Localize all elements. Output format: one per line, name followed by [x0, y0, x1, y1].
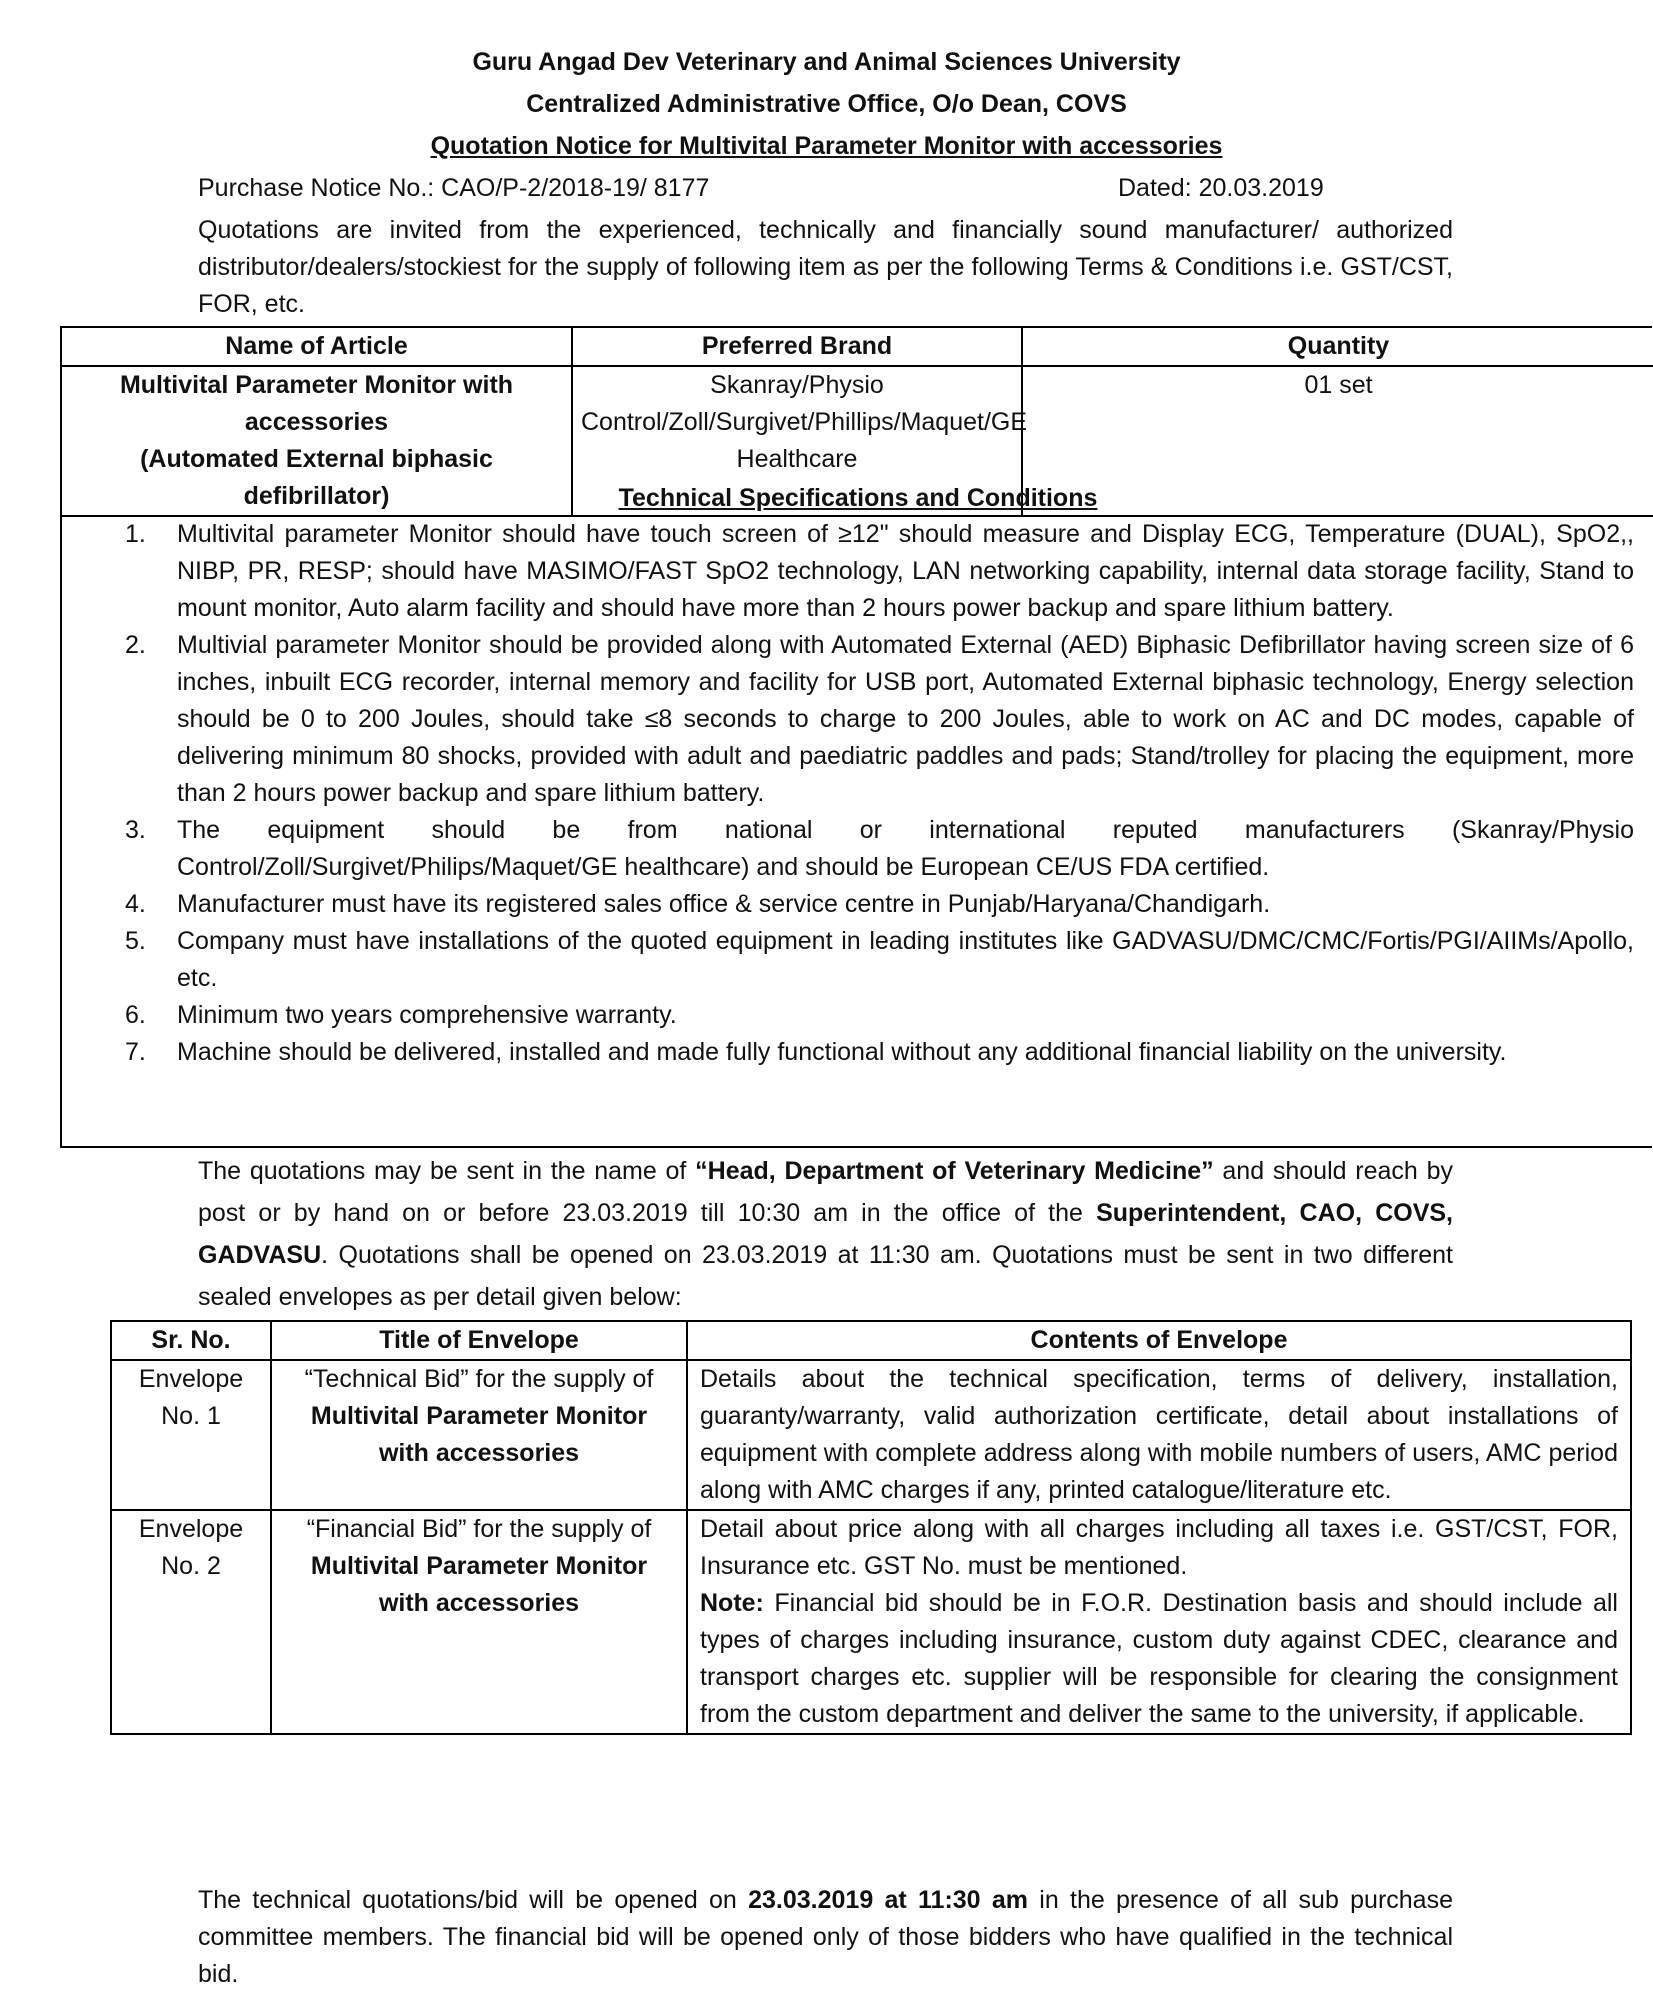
- col-header-title: Title of Envelope: [271, 1321, 687, 1360]
- spec-text: Multivial parameter Monitor should be provided along with Automated External (AED) Biphasic Defibrillator having screen size of 6 inches, inbuilt ECG recorder, internal memory and facility for USB port, Automated External biphasic technology, Energy selection should be 0 to 200 Joules, should take ≤8 seconds to charge to 200 Joules, able to work on AC and DC modes, capable of delivering minimum 80 shocks, provided with adult and paediatric paddles and pads; Stand/trolley for placing the equipment, more than 2 hours power backup and spare lithium battery.: [177, 631, 1634, 807]
- envelope-title: [271, 1360, 687, 1510]
- spec-text: Minimum two years comprehensive warranty.: [177, 1001, 677, 1029]
- office-name: Centralized Administrative Office, O/o Dean, COVS: [526, 90, 1127, 118]
- spec-item: [62, 923, 1642, 997]
- note-text: Financial bid should be in F.O.R. Destination basis and should include all types of charges including insurance, custom duty against CDEC, clearance and transport charges etc. supplier will be responsible for clearing the consignment from the custom department and deliver the same to the university, if applicable.: [700, 1589, 1618, 1728]
- closing-text: . Quotations shall be opened on 23.03.2019 at 11:30 am. Quotations must be sent in two different sealed envelopes as per detail given below:: [198, 1241, 1453, 1311]
- addressee: “Head, Department of Veterinary Medicine”: [695, 1157, 1214, 1185]
- article-and-specs-box: [60, 326, 1652, 1148]
- spec-number: 3.: [125, 816, 146, 844]
- spec-text: Multivital parameter Monitor should have touch screen of ≥12" should measure and Display ECG, Temperature (DUAL), SpO2,, NIBP, PR, RESP; should have MASIMO/FAST SpO2 technology, LAN networking capability, internal data storage facility, Stand to mount monitor, Auto alarm facility and should have more than 2 hours power backup and spare lithium battery.: [177, 520, 1634, 622]
- spec-number: 6.: [125, 1001, 146, 1029]
- table-row: [111, 1360, 1631, 1510]
- spec-item: [62, 997, 1642, 1034]
- envelope-table: [110, 1320, 1632, 1735]
- col-header-sr: Sr. No.: [111, 1321, 271, 1360]
- final-text: The technical quotations/bid will be opened on: [198, 1886, 749, 1914]
- envelope-sr: Envelope No. 1: [111, 1360, 271, 1510]
- col-header-brand: Preferred Brand: [572, 328, 1022, 366]
- quantity-cell: 01 set: [1022, 366, 1653, 516]
- col-header-article: Name of Article: [62, 328, 572, 366]
- envelope-contents: Details about the technical specification, terms of delivery, installation, guaranty/warranty, valid authorization certificate, detail about installations of equipment with complete address along with mobile numbers of users, AMC period along with AMC charges if any, printed catalogue/literature etc.: [687, 1360, 1631, 1510]
- spec-text: Company must have installations of the quoted equipment in leading institutes like GADVASU/DMC/CMC/Fortis/PGI/AIIMs/Apollo, etc.: [177, 927, 1634, 992]
- spec-number: 4.: [125, 890, 146, 918]
- spec-text: The equipment should be from national or international reputed manufacturers (Skanray/Physio Control/Zoll/Surgivet/Philips/Maquet/GE healthcare) and should be European CE/US FDA certified.: [177, 816, 1634, 881]
- purchase-notice-number: Purchase Notice No.: CAO/P-2/2018-19/ 8177: [198, 174, 710, 202]
- spec-text: Manufacturer must have its registered sales office & service centre in Punjab/Haryana/Chandigarh.: [177, 890, 1271, 918]
- article-name-line2: (Automated External biphasic defibrillator): [140, 445, 493, 510]
- brand-cell: Skanray/Physio Control/Zoll/Surgivet/Phillips/Maquet/GE Healthcare: [572, 366, 1022, 516]
- envelope-title-item: Multivital Parameter Monitor with accessories: [310, 1402, 648, 1467]
- envelope-note: [700, 1585, 1618, 1733]
- specs-list: [62, 516, 1642, 1071]
- closing-text: and should reach by post or by hand on or before 23.03.2019 till 10:30 am in the office of the: [198, 1157, 1453, 1227]
- closing-text: The quotations may be sent in the name of: [198, 1157, 696, 1185]
- spec-item: [62, 886, 1642, 923]
- col-header-contents: Contents of Envelope: [687, 1321, 1631, 1360]
- envelope-contents: [687, 1510, 1631, 1734]
- submission-instructions: [198, 1150, 1453, 1318]
- intro-paragraph: Quotations are invited from the experienced, technically and financially sound manufacturer/ authorized distributor/dealers/stockiest for the supply of following item as per the following Terms & Conditions i.e. GST/CST, FOR, etc.: [198, 216, 1453, 318]
- spec-item: [62, 627, 1642, 812]
- spec-number: 2.: [125, 631, 146, 659]
- envelope-title-text: “Financial Bid” for the supply of: [306, 1515, 652, 1543]
- spec-number: 7.: [125, 1038, 146, 1066]
- notice-title: Quotation Notice for Multivital Parameter Monitor with accessories: [430, 132, 1223, 160]
- spec-item: [62, 812, 1642, 886]
- col-header-quantity: Quantity: [1022, 328, 1653, 366]
- envelope-title-text: “Technical Bid” for the supply of: [304, 1365, 654, 1393]
- spec-item: [62, 516, 1642, 627]
- specs-title: Technical Specifications and Conditions: [618, 484, 1098, 512]
- spec-number: 5.: [125, 927, 146, 955]
- spec-text: Machine should be delivered, installed and made fully functional without any additional financial liability on the university.: [177, 1038, 1507, 1066]
- final-text: in the presence of all sub purchase committee members. The financial bid will be opened only of those bidders who have qualified in the technical bid.: [198, 1886, 1453, 1988]
- university-name: Guru Angad Dev Veterinary and Animal Sciences University: [472, 48, 1181, 76]
- notice-line: [198, 170, 1348, 207]
- notice-date: Dated: 20.03.2019: [1118, 174, 1324, 202]
- opening-datetime: 23.03.2019 at 11:30 am: [748, 1886, 1028, 1914]
- table-row: [111, 1510, 1631, 1734]
- office-address: Superintendent, CAO, COVS, GADVASU: [198, 1199, 1453, 1269]
- envelope-sr: Envelope No. 2: [111, 1510, 271, 1734]
- envelope-title: [271, 1510, 687, 1734]
- note-label: Note:: [700, 1589, 764, 1617]
- spec-item: [62, 1034, 1642, 1071]
- spec-number: 1.: [125, 520, 146, 548]
- envelope-title-item: Multivital Parameter Monitor with accessories: [310, 1552, 648, 1617]
- article-name-line1: Multivital Parameter Monitor with accessories: [119, 371, 514, 436]
- opening-note: [198, 1882, 1453, 1993]
- envelope-contents-text: Detail about price along with all charges including all taxes i.e. GST/CST, FOR, Insurance etc. GST No. must be mentioned.: [700, 1515, 1618, 1580]
